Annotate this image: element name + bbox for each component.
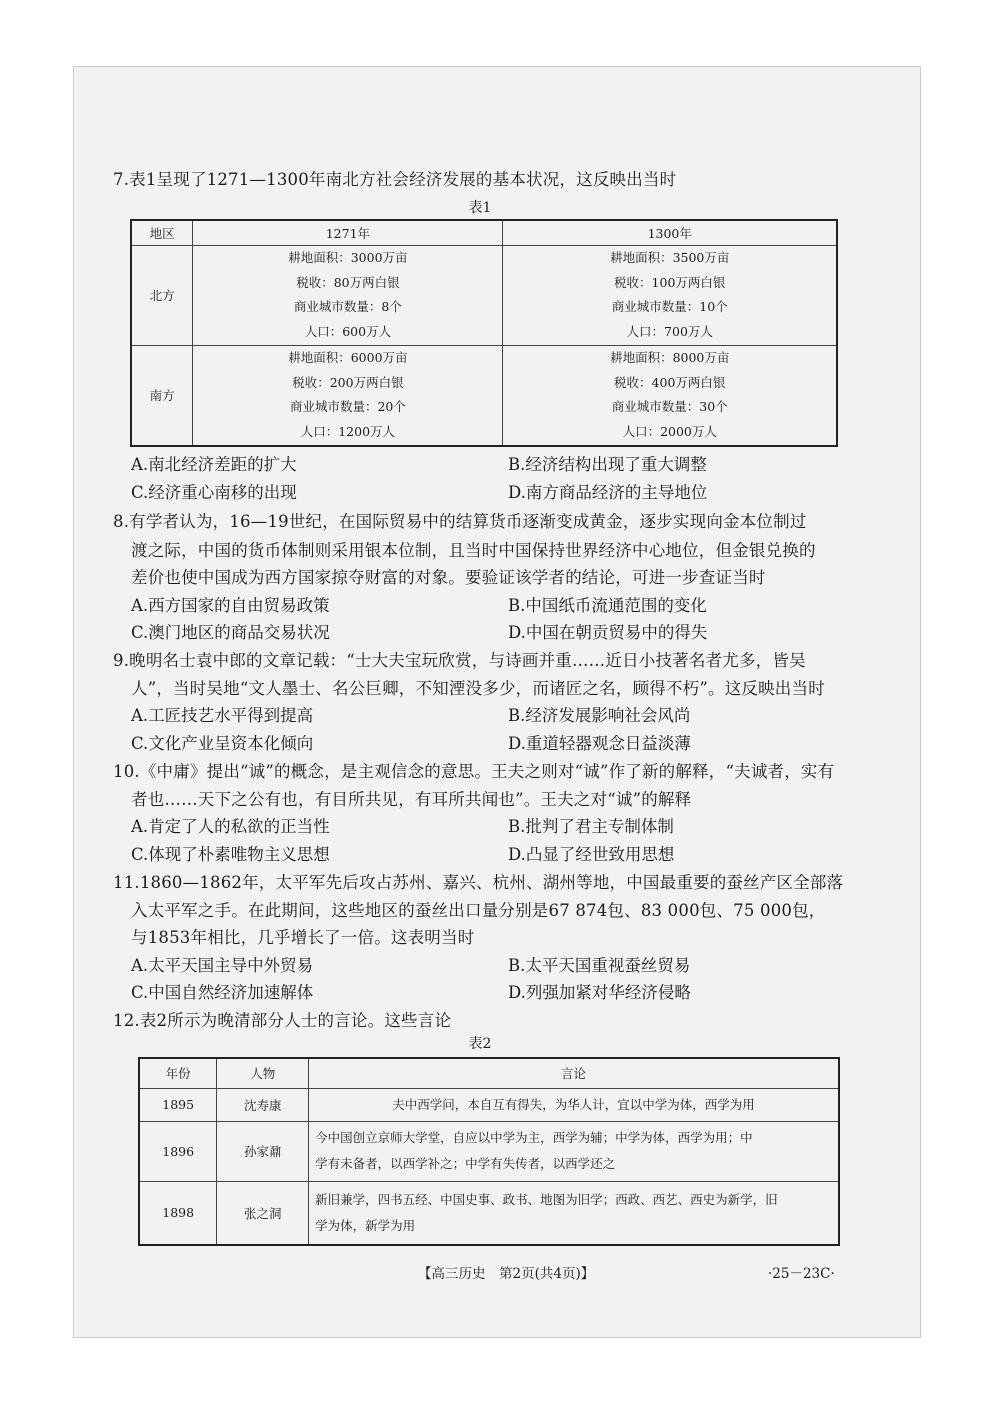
- table-row-north: [131, 246, 837, 346]
- table-row: [139, 1121, 839, 1181]
- q11-option-b: B.太平天国重视蚕丝贸易: [508, 956, 691, 975]
- q8-stem-line-3: 差价也使中国成为西方国家掠夺财富的对象。要验证该学者的结论，可进一步查证当时: [131, 568, 766, 587]
- speech-line: 夫中西学问，本自互有得失，为华人计，宜以中学为体，西学为用: [392, 1096, 755, 1112]
- north-1271-land: 耕地面积：3000万亩: [288, 250, 408, 266]
- table-header-row: [131, 220, 837, 246]
- table-row: [139, 1181, 839, 1245]
- south-1300-tax: 税收：400万两白银: [614, 374, 726, 390]
- q11-option-d: D.列强加紧对华经济侵略: [508, 983, 691, 1002]
- q7-option-a: A.南北经济差距的扩大: [131, 455, 297, 474]
- row-person: 孙家鼐: [217, 1121, 309, 1181]
- north-1271-cell: [193, 246, 503, 346]
- speech-line: 学为体，新学为用: [315, 1217, 416, 1233]
- table-2: [138, 1057, 840, 1246]
- q10-option-c: C.体现了朴素唯物主义思想: [131, 845, 330, 864]
- north-1300-population: 人口：700万人: [626, 323, 713, 339]
- north-1300-tax: 税收：100万两白银: [614, 274, 726, 290]
- q12-stem: 12.表2所示为晚清部分人士的言论。这些言论: [113, 1011, 452, 1030]
- q11-stem-line-3: 与1853年相比，几乎增长了一倍。这表明当时: [131, 928, 475, 947]
- south-1271-cell: [193, 345, 503, 446]
- q8-option-c: C.澳门地区的商品交易状况: [131, 623, 330, 642]
- north-1271-cities: 商业城市数量：8个: [293, 299, 402, 315]
- south-1271-land: 耕地面积：6000万亩: [288, 350, 408, 366]
- speech-line: 今中国创立京师大学堂，自应以中学为主，西学为辅；中学为体，西学为用；中: [315, 1130, 753, 1145]
- header-speech: 言论: [309, 1058, 839, 1088]
- north-1271-tax: 税收：80万两白银: [296, 274, 400, 290]
- q9-option-d: D.重道轻器观念日益淡薄: [508, 734, 691, 753]
- header-1300: 1300年: [503, 220, 837, 246]
- table-row: [139, 1088, 839, 1121]
- table1-caption: 表1: [468, 200, 492, 216]
- q9-option-a: A.工匠技艺水平得到提高: [131, 706, 314, 725]
- page-footer-code: ·25－23C·: [768, 1266, 835, 1282]
- table2-caption: 表2: [468, 1036, 492, 1052]
- table-row-south: [131, 345, 837, 446]
- q10-stem-line-1: 10.《中庸》提出“诚”的概念，是主观信念的意思。王夫之则对“诚”作了新的解释，“夫诚者，实有: [113, 762, 835, 781]
- page-footer-title: 【高三历史 第2页(共4页)】: [418, 1266, 595, 1282]
- row-speech: [309, 1181, 839, 1245]
- row-person: 沈寿康: [217, 1088, 309, 1121]
- table-header-row: [139, 1058, 839, 1088]
- region-north: 北方: [131, 246, 193, 346]
- q9-stem-line-2: 人”，当时吴地“文人墨士、名公巨卿，不知湮没多少，而诸匠之名，顾得不朽”。这反映出当时: [131, 679, 825, 698]
- q7-option-d: D.南方商品经济的主导地位: [508, 483, 708, 502]
- q11-option-a: A.太平天国主导中外贸易: [131, 956, 314, 975]
- south-1271-population: 人口：1200万人: [300, 423, 396, 439]
- q7-stem: 7.表1呈现了1271—1300年南北方社会经济发展的基本状况，这反映出当时: [113, 170, 677, 189]
- q8-stem-line-2: 渡之际，中国的货币体制则采用银本位制，且当时中国保持世界经济中心地位，但金银兑换的: [131, 541, 816, 560]
- speech-line: 学有未备者，以西学补之；中学有失传者，以西学还之: [315, 1156, 616, 1171]
- table-1: [130, 219, 838, 447]
- q8-option-a: A.西方国家的自由贸易政策: [131, 596, 330, 615]
- row-year: 1895: [139, 1088, 217, 1121]
- south-1271-cities: 商业城市数量：20个: [289, 399, 406, 415]
- q7-option-b: B.经济结构出现了重大调整: [508, 455, 707, 474]
- south-1300-cities: 商业城市数量：30个: [611, 399, 728, 415]
- q11-stem-line-2: 入太平军之手。在此期间，这些地区的蚕丝出口量分别是67 874包、83 000包、75 000包，: [131, 901, 826, 920]
- row-year: 1898: [139, 1181, 217, 1245]
- q8-option-d: D.中国在朝贡贸易中的得失: [508, 623, 708, 642]
- q11-stem-line-1: 11.1860—1862年，太平军先后攻占苏州、嘉兴、杭州、湖州等地，中国最重要的蚕丝产区全部落: [113, 873, 844, 892]
- row-person: 张之洞: [217, 1181, 309, 1245]
- q7-option-c: C.经济重心南移的出现: [131, 483, 297, 502]
- south-1300-cell: [503, 345, 837, 446]
- q9-stem-line-1: 9.晚明名士袁中郎的文章记载：“士大夫宝玩欣赏，与诗画并重……近日小技著名者尤多，皆吴: [113, 651, 806, 670]
- q10-option-d: D.凸显了经世致用思想: [508, 845, 675, 864]
- header-year: 年份: [139, 1058, 217, 1088]
- north-1300-cities: 商业城市数量：10个: [611, 299, 728, 315]
- row-speech: [309, 1121, 839, 1181]
- header-1271: 1271年: [193, 220, 503, 246]
- row-speech: [309, 1088, 839, 1121]
- q8-option-b: B.中国纸币流通范围的变化: [508, 596, 707, 615]
- speech-line: 新旧兼学，四书五经、中国史事、政书、地图为旧学；西政、西艺、西史为新学，旧: [315, 1191, 778, 1207]
- q9-option-c: C.文化产业呈资本化倾向: [131, 734, 314, 753]
- north-1300-cell: [503, 246, 837, 346]
- north-1271-population: 人口：600万人: [304, 323, 392, 339]
- south-1300-population: 人口：2000万人: [622, 423, 717, 439]
- row-year: 1896: [139, 1121, 217, 1181]
- south-1271-tax: 税收：200万两白银: [292, 374, 404, 390]
- header-person: 人物: [217, 1058, 309, 1088]
- q8-stem-line-1: 8.有学者认为，16—19世纪，在国际贸易中的结算货币逐渐变成黄金，逐步实现向金本位制过: [113, 512, 807, 531]
- q10-option-b: B.批判了君主专制体制: [508, 817, 674, 836]
- q10-option-a: A.肯定了人的私欲的正当性: [131, 817, 330, 836]
- q11-option-c: C.中国自然经济加速解体: [131, 983, 314, 1002]
- header-region: 地区: [131, 220, 193, 246]
- q10-stem-line-2: 者也……天下之公有也，有目所共见，有耳所共闻也”。王夫之对“诚”的解释: [131, 790, 692, 809]
- south-1300-land: 耕地面积：8000万亩: [610, 350, 730, 366]
- north-1300-land: 耕地面积：3500万亩: [610, 250, 730, 266]
- region-south: 南方: [131, 345, 193, 446]
- q9-option-b: B.经济发展影响社会风尚: [508, 706, 691, 725]
